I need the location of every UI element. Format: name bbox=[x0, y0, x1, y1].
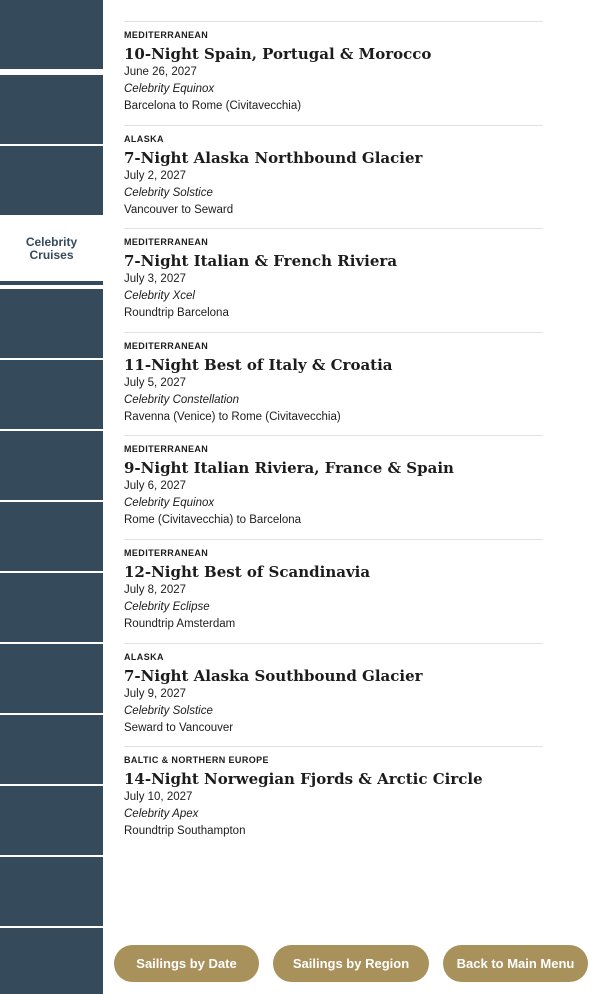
sailing-item[interactable] bbox=[124, 332, 543, 436]
sailings-by-region-button[interactable]: Sailings by Region bbox=[273, 945, 429, 982]
sailing-ship: Celebrity Eclipse bbox=[124, 600, 210, 613]
sidebar-tab-8[interactable] bbox=[0, 502, 103, 571]
sidebar-tab-14[interactable] bbox=[0, 928, 103, 994]
sailing-date: July 8, 2027 bbox=[124, 583, 187, 596]
sailing-region: ALASKA bbox=[124, 133, 164, 144]
sailing-region: MEDITERRANEAN bbox=[124, 30, 209, 40]
sailing-title: 11-Night Best of Italy & Croatia bbox=[124, 355, 393, 374]
sidebar-tab-10[interactable] bbox=[0, 644, 103, 713]
sailing-title: 14-Night Norwegian Fjords & Arctic Circle bbox=[124, 770, 483, 789]
sailing-route: Roundtrip Amsterdam bbox=[124, 617, 236, 630]
sidebar-tab-2[interactable] bbox=[0, 75, 103, 144]
sailing-ship: Celebrity Xcel bbox=[124, 290, 195, 303]
sidebar-tab-13[interactable] bbox=[0, 857, 103, 926]
sidebar-tab-7[interactable] bbox=[0, 431, 103, 500]
sailing-route: Seward to Vancouver bbox=[124, 721, 234, 734]
sailing-ship: Celebrity Constellation bbox=[124, 393, 240, 406]
sidebar-nav bbox=[0, 0, 103, 994]
sailing-route: Roundtrip Southampton bbox=[124, 825, 246, 838]
sailing-item[interactable] bbox=[124, 643, 543, 747]
sailing-region: ALASKA bbox=[124, 651, 164, 662]
sailing-route: Ravenna (Venice) to Rome (Civitavecchia) bbox=[124, 410, 341, 423]
sidebar-tab-5[interactable] bbox=[0, 289, 103, 358]
sailing-item[interactable] bbox=[124, 228, 543, 332]
sailing-ship: Celebrity Equinox bbox=[124, 497, 215, 510]
sailing-ship: Celebrity Solstice bbox=[124, 704, 213, 717]
sailing-date: July 2, 2027 bbox=[124, 169, 187, 182]
sailing-item[interactable] bbox=[124, 435, 543, 539]
sailing-title: 10-Night Spain, Portugal & Morocco bbox=[124, 45, 432, 63]
sailing-item[interactable] bbox=[124, 125, 543, 229]
sailing-region: BALTIC & NORTHERN EUROPE bbox=[124, 755, 269, 766]
sidebar-tab-celebrity-cruises[interactable] bbox=[0, 216, 103, 285]
sailing-ship: Celebrity Apex bbox=[124, 808, 199, 821]
sidebar-tab-active-label: Celebrity Cruises bbox=[25, 234, 78, 262]
sailing-date: July 5, 2027 bbox=[124, 376, 187, 389]
sailing-ship: Celebrity Equinox bbox=[124, 83, 215, 95]
sailing-date: June 26, 2027 bbox=[124, 66, 197, 78]
sailing-date: July 3, 2027 bbox=[124, 273, 187, 286]
sailing-region: MEDITERRANEAN bbox=[124, 547, 209, 558]
sailing-title: 7-Night Alaska Southbound Glacier bbox=[124, 666, 423, 685]
sailing-route: Roundtrip Barcelona bbox=[124, 307, 229, 320]
sidebar-tab-12[interactable] bbox=[0, 786, 103, 855]
sailing-list bbox=[124, 21, 543, 850]
sailing-region: MEDITERRANEAN bbox=[124, 340, 209, 351]
sailing-date: July 6, 2027 bbox=[124, 480, 187, 493]
sailing-region: MEDITERRANEAN bbox=[124, 237, 209, 248]
sailing-title: 9-Night Italian Riviera, France & Spain bbox=[124, 459, 454, 478]
sailing-title: 7-Night Italian & French Riviera bbox=[124, 252, 398, 271]
sailing-title: 12-Night Best of Scandinavia bbox=[124, 562, 371, 581]
sailing-title: 7-Night Alaska Northbound Glacier bbox=[124, 148, 423, 167]
sailing-item[interactable] bbox=[124, 539, 543, 643]
sailing-route: Vancouver to Seward bbox=[124, 203, 234, 216]
sailing-route: Barcelona to Rome (Civitavecchia) bbox=[124, 100, 302, 112]
back-to-main-menu-button[interactable]: Back to Main Menu bbox=[443, 945, 588, 982]
sidebar-tab-11[interactable] bbox=[0, 715, 103, 784]
sidebar-tab-1[interactable] bbox=[0, 0, 103, 69]
sailing-route: Rome (Civitavecchia) to Barcelona bbox=[124, 514, 302, 527]
sidebar-tab-9[interactable] bbox=[0, 573, 103, 642]
sailing-date: July 10, 2027 bbox=[124, 791, 193, 804]
sailing-date: July 9, 2027 bbox=[124, 687, 187, 700]
sailing-item[interactable] bbox=[124, 21, 543, 125]
sailing-ship: Celebrity Solstice bbox=[124, 186, 213, 199]
sidebar-tab-6[interactable] bbox=[0, 360, 103, 429]
sailing-item[interactable] bbox=[124, 746, 543, 850]
sailing-region: MEDITERRANEAN bbox=[124, 444, 209, 455]
sailings-by-date-button[interactable]: Sailings by Date bbox=[114, 945, 259, 982]
sidebar-tab-3[interactable] bbox=[0, 146, 103, 215]
